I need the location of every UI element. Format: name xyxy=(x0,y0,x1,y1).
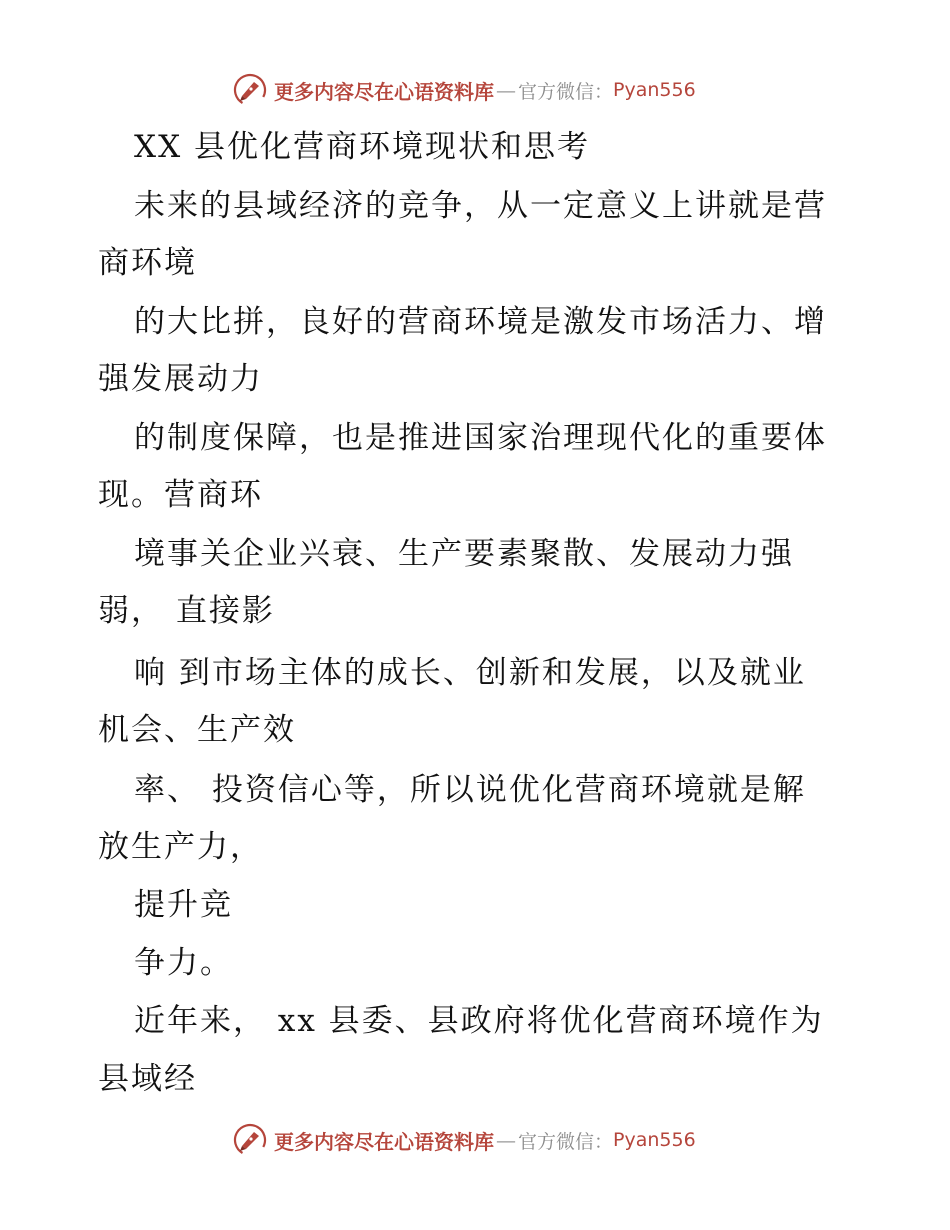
banner-dash: — xyxy=(496,1128,516,1152)
banner-title: 更多内容尽在心语资料库 xyxy=(274,1129,494,1154)
document-title: XX 县优化营商环境现状和思考 xyxy=(134,129,590,165)
body-line: 近年来， xx 县委、县政府将优化营商环境作为 xyxy=(134,1003,824,1039)
header-banner xyxy=(232,70,696,110)
body-line: 现。营商环 xyxy=(98,477,263,513)
body-line: 放生产力， xyxy=(98,829,263,865)
body-line: 率、 投资信心等，所以说优化营商环境就是解 xyxy=(134,772,806,808)
body-line: 未来的县域经济的竞争，从一定意义上讲就是营 xyxy=(134,188,827,224)
body-line: 商环境 xyxy=(98,245,197,281)
body-line: 的制度保障，也是推进国家治理现代化的重要体 xyxy=(134,420,827,456)
body-line: 弱， 直接影 xyxy=(98,593,275,629)
body-line: 响 到市场主体的成长、创新和发展，以及就业 xyxy=(134,655,806,691)
footer-banner xyxy=(232,1120,696,1160)
banner-wechat-id: Pyan556 xyxy=(613,1129,696,1151)
body-line: 的大比拼，良好的营商环境是激发市场活力、增 xyxy=(134,304,827,340)
body-line: 境事关企业兴衰、生产要素聚散、发展动力强 xyxy=(134,536,794,572)
body-line: 机会、生产效 xyxy=(98,712,296,748)
body-line: 提升竞 xyxy=(134,887,233,923)
banner-title: 更多内容尽在心语资料库 xyxy=(274,79,494,104)
body-line: 争力。 xyxy=(134,945,233,981)
banner-wechat-id: Pyan556 xyxy=(613,79,696,101)
pen-nib-logo-icon xyxy=(232,1122,268,1158)
body-line: 强发展动力 xyxy=(98,361,263,397)
body-line: 县域经 xyxy=(98,1061,197,1097)
pen-nib-logo-icon xyxy=(232,72,268,108)
banner-wechat-label: 官方微信： xyxy=(518,1130,614,1153)
banner-wechat-label: 官方微信： xyxy=(518,80,614,103)
banner-dash: — xyxy=(496,78,516,102)
